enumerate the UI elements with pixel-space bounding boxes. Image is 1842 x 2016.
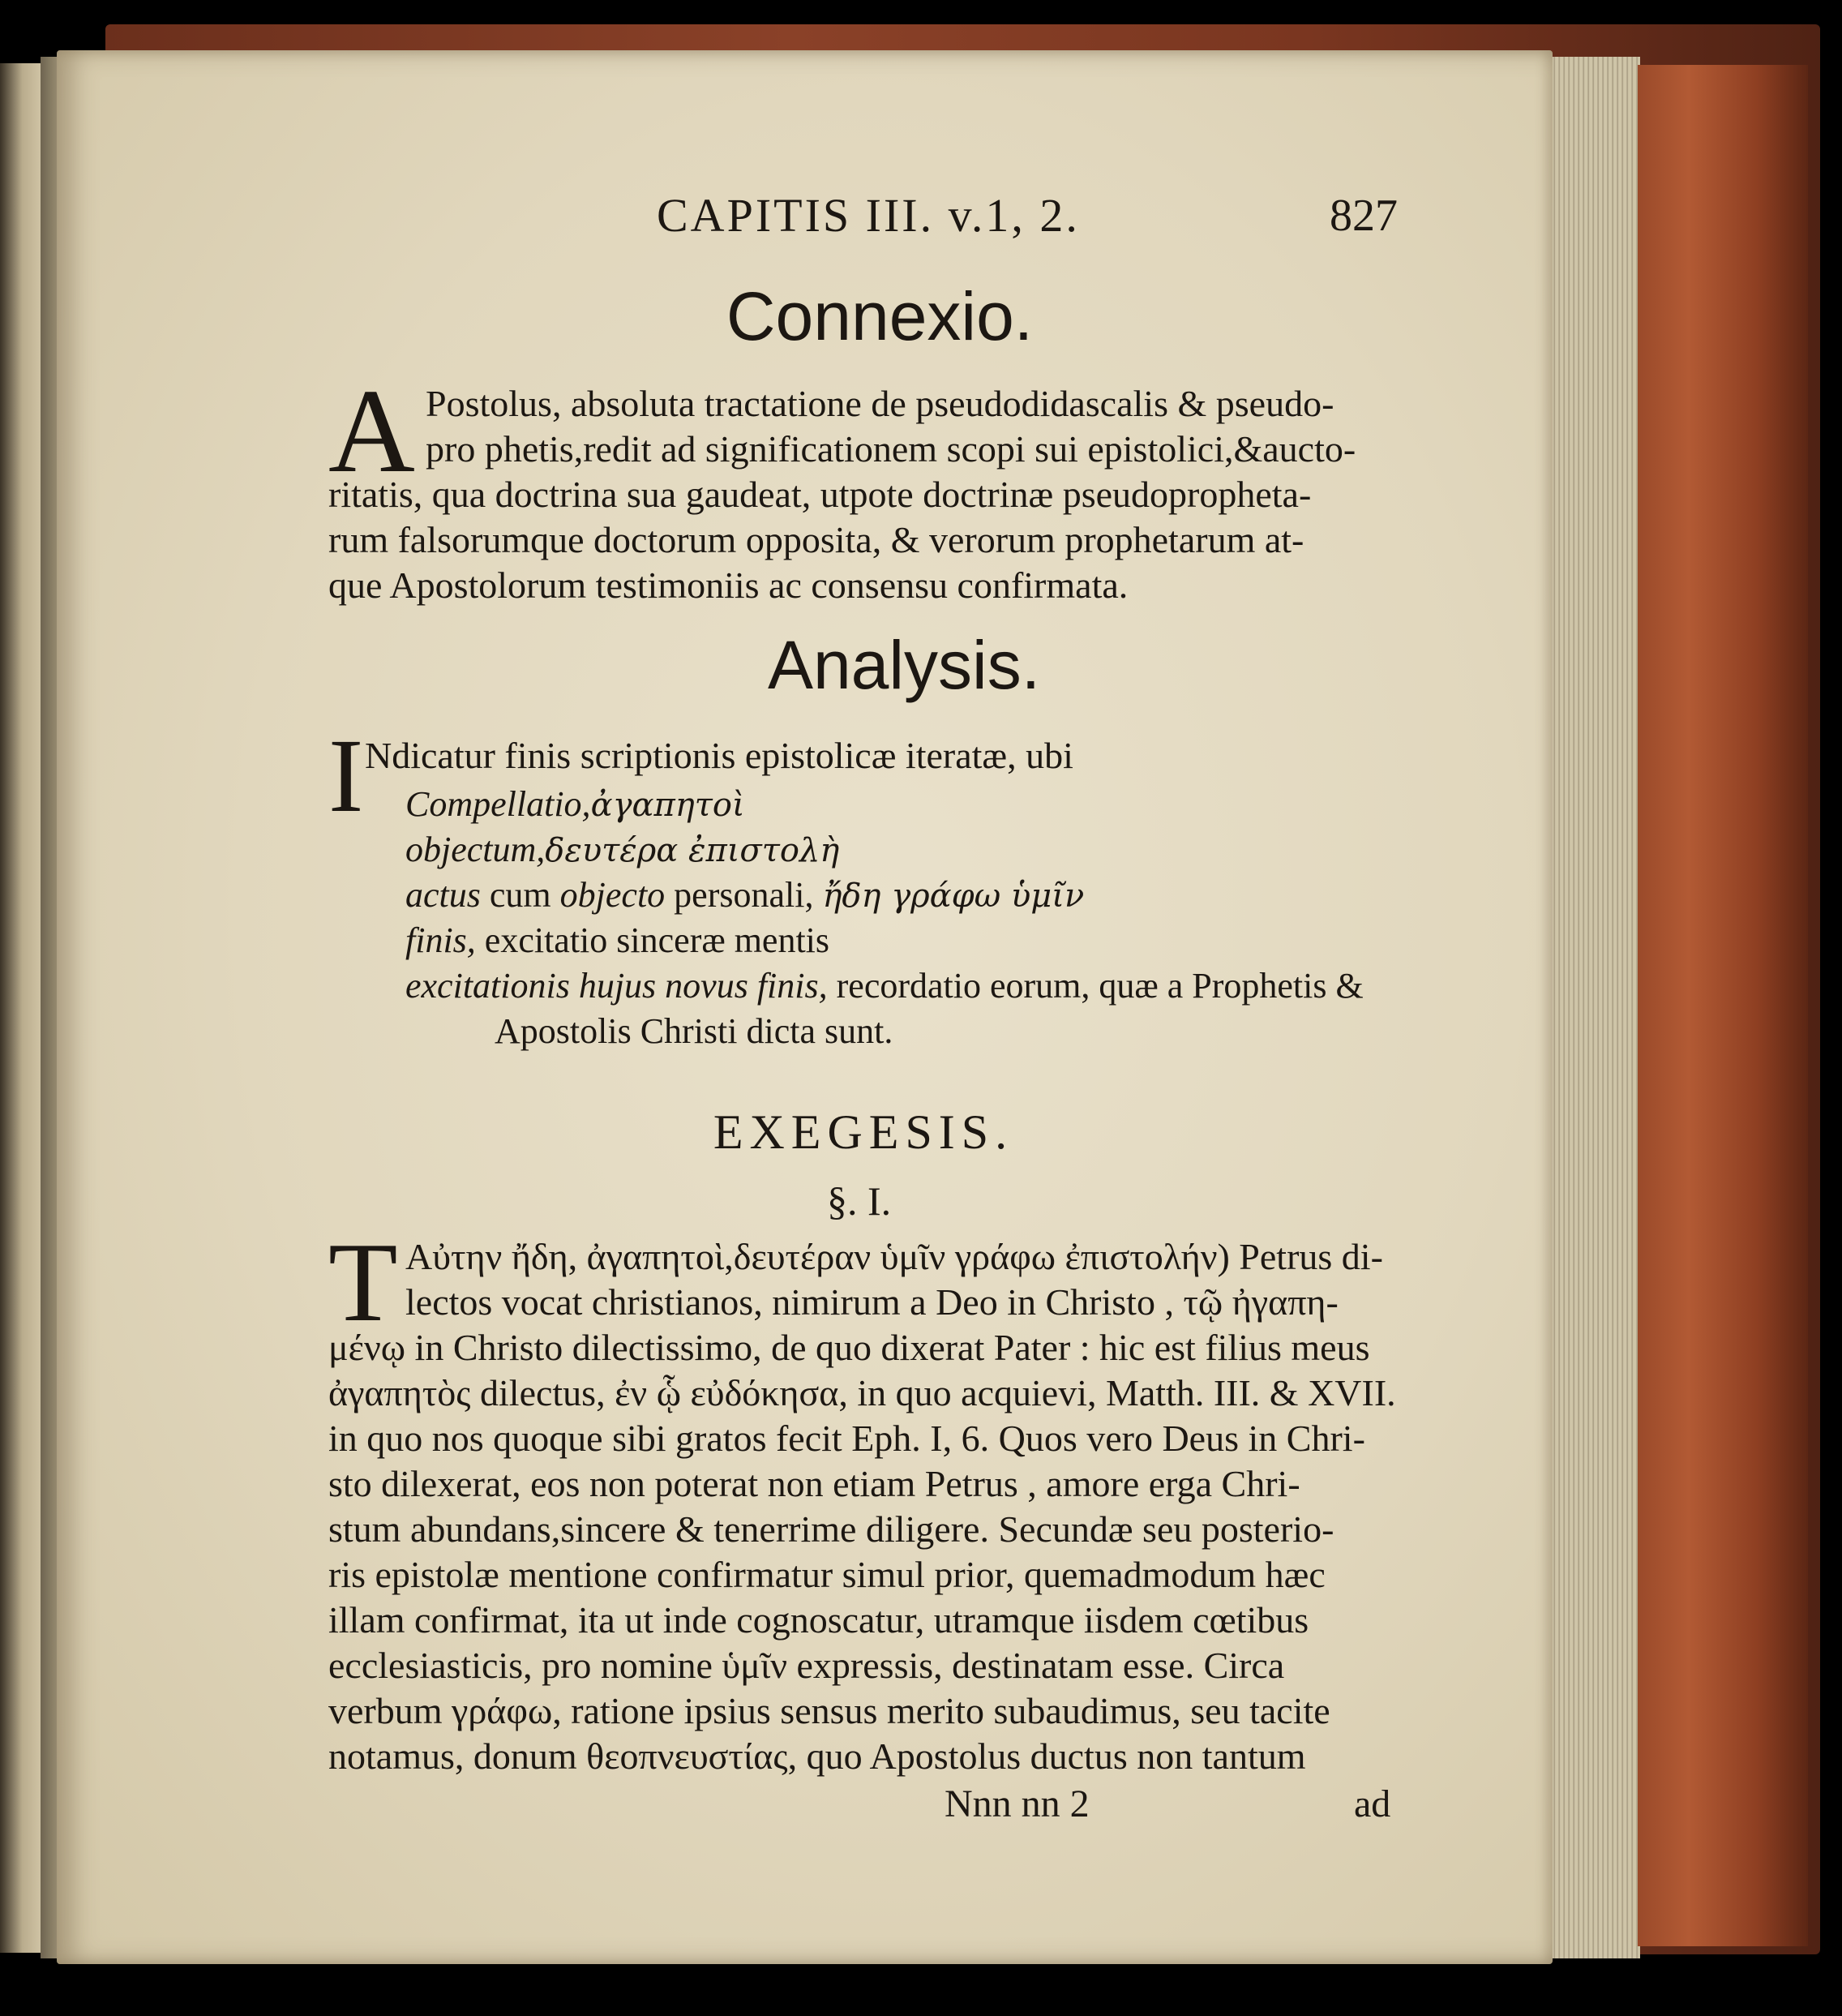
running-head: CAPITIS III. v.1, 2. xyxy=(657,189,1080,242)
analysis-item-greek: δευτέρα ἐπιστολὴ xyxy=(545,832,840,869)
analysis-item xyxy=(495,1009,893,1054)
connexio-line: pro phetis,redit ad significationem scopi sui epistolici,&aucto- xyxy=(426,428,1356,470)
analysis-item xyxy=(405,827,839,873)
connexio-line: que Apostolorum testimoniis ac consensu confirmata. xyxy=(328,564,1129,606)
analysis-item-text: Apostolis Christi dicta sunt. xyxy=(495,1011,893,1051)
exegesis-line: verbum γράφω, ratione ipsius sensus merito subaudimus, seu tacite xyxy=(328,1690,1330,1731)
analysis-title: Analysis. xyxy=(767,627,1041,703)
page-block-edges xyxy=(1549,57,1640,1958)
analysis-intro: Ndicatur finis scriptionis epistolicæ iteratæ, ubi xyxy=(365,735,1073,776)
exegesis-line: in quo nos quoque sibi gratos fecit Eph. I, 6. Quos vero Deus in Chri- xyxy=(328,1418,1365,1459)
analysis-item-label: Compellatio, xyxy=(405,784,591,824)
exegesis-line: illam confirmat, ita ut inde cognoscatur, utramque iisdem cœtibus xyxy=(328,1599,1309,1641)
drop-cap-a: A xyxy=(328,365,415,498)
leather-binding-edge xyxy=(1638,65,1808,1946)
analysis-item-text: excitatio sinceræ mentis xyxy=(484,920,830,960)
exegesis-line: lectos vocat christianos, nimirum a Deo in Christo , τῷ ἠγαπη- xyxy=(405,1281,1339,1323)
page xyxy=(57,50,1553,1964)
analysis-item-label: actus xyxy=(405,875,481,915)
analysis-item-label: excitationis hujus novus finis, xyxy=(405,966,828,1006)
connexio-line: rum falsorumque doctorum opposita, & verorum prophetarum at- xyxy=(328,519,1304,560)
catchword: ad xyxy=(1354,1782,1391,1825)
analysis-item-text: recordatio eorum, quæ a Prophetis & xyxy=(836,966,1364,1006)
page-number: 827 xyxy=(1330,191,1398,241)
exegesis-line: ἀγαπητὸς dilectus, ἐν ᾧ εὐδόκησα, in quo acquievi, Matth. III. & XVII. xyxy=(328,1372,1396,1413)
exegesis-line: Αὐτην ἤδη, ἀγαπητοὶ,δευτέραν ὑμῖν γράφω ἐπιστολήν) Petrus di- xyxy=(405,1236,1383,1277)
drop-cap-t: T xyxy=(328,1220,398,1345)
analysis-item-greek: ἀγαπητοὶ xyxy=(590,787,745,824)
analysis-item-text: cum xyxy=(489,875,551,915)
analysis-item xyxy=(405,963,1364,1009)
facing-page-edge xyxy=(0,63,41,1953)
analysis-item-greek: ἤδη γράφω ὑμῖν xyxy=(822,877,1085,915)
analysis-item-text: personali, xyxy=(674,875,814,915)
analysis-item-label: objecto xyxy=(559,875,666,915)
exegesis-line: ecclesiasticis, pro nomine ὑμῖν expressis, destinatam esse. Circa xyxy=(328,1645,1285,1686)
drop-cap-i: I xyxy=(328,718,364,834)
exegesis-title: EXEGESIS. xyxy=(713,1105,1014,1159)
exegesis-line: stum abundans,sincere & tenerrime diligere. Secundæ seu posterio- xyxy=(328,1508,1334,1550)
analysis-item xyxy=(405,918,829,963)
analysis-item-label: objectum, xyxy=(405,830,546,869)
exegesis-line: sto dilexerat, eos non poterat non etiam Petrus , amore erga Chri- xyxy=(328,1463,1300,1504)
exegesis-line: μένῳ in Christo dilectissimo, de quo dixerat Pater : hic est filius meus xyxy=(328,1327,1370,1368)
analysis-item xyxy=(405,873,1084,919)
exegesis-line: ris epistolæ mentione confirmatur simul prior, quemadmodum hæc xyxy=(328,1554,1326,1595)
analysis-item-label: finis, xyxy=(405,920,476,960)
connexio-line: ritatis, qua doctrina sua gaudeat, utpote doctrinæ pseudopropheta- xyxy=(328,474,1312,515)
signature-mark: Nnn nn 2 xyxy=(945,1782,1090,1825)
analysis-item xyxy=(405,782,745,828)
section-number: §. I. xyxy=(827,1178,892,1224)
exegesis-line: notamus, donum θεοπνευστίας, quo Apostolus ductus non tantum xyxy=(328,1735,1306,1777)
connexio-title: Connexio. xyxy=(726,278,1034,354)
connexio-line: Postolus, absoluta tractatione de pseudodidascalis & pseudo- xyxy=(426,383,1334,424)
